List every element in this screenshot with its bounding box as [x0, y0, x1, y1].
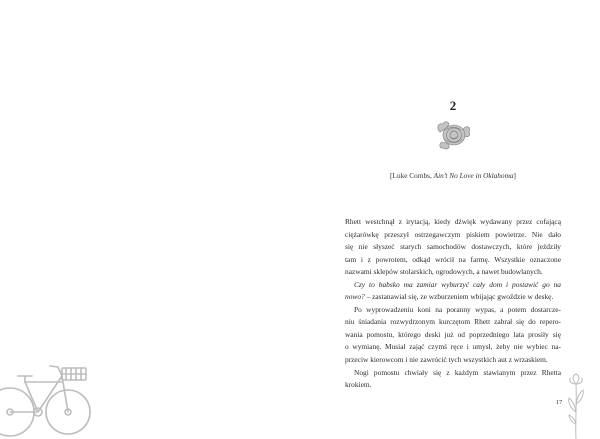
page-number: 17 [555, 399, 563, 406]
thought-attribution: – zastanawiał się, ze wzburzeniem wbijając gwoździe w deskę. [364, 292, 554, 302]
text-line: wania pomostu, którego deski już od poprzedniego lata prosiły się [345, 329, 561, 339]
epigraph-artist: Luke Combs, [392, 171, 434, 180]
text-line: Rhett westchnął z irytacją, kiedy dźwięk wydawany przez cofającą [345, 217, 561, 226]
chapter-number: 2 [449, 98, 457, 113]
text-line: ciężarówkę przeszył ostrzegawczym piskiem powietrze. Nie dało [345, 229, 561, 239]
epigraph [345, 171, 561, 180]
text-line [345, 291, 561, 304]
flower-sprig-icon [563, 372, 589, 439]
text-line: nazwami sklepów stolarskich, ogrodowych, a nawet budowlanych. [345, 267, 543, 277]
bicycle-icon [0, 352, 100, 439]
epigraph-close-bracket: ] [513, 171, 516, 180]
epigraph-song: Ain’t No Love in Oklahoma [433, 171, 514, 180]
text-line: niu śniadania rozwydrzonym kurczętom Rhett zabrał się do repero- [345, 317, 561, 327]
italic-thought: nowo? [345, 292, 365, 302]
text-line: Po wyprowadzeniu koni na poranny wypas, a potem dostarcze- [354, 304, 561, 314]
text-line: się nie słyszeć starych samochodów dostawczych, które jeździły [345, 242, 561, 252]
text-line: przeciw kierowcom i nie zawrócić tych wszystkich aut z wrzaskiem. [345, 355, 548, 365]
text-line: krokiem. [345, 380, 372, 390]
chapter-body-text [345, 216, 561, 392]
text-line: Czy to babsko ma zamiar wyburzyć cały dom i postawić go na [354, 279, 561, 289]
epigraph-open-bracket: [ [390, 171, 393, 180]
text-line: o wymianę. Musiał zająć czymś ręce i umysł, żeby nie wybiec na- [345, 342, 561, 352]
rose-icon [434, 118, 472, 152]
text-line: Nogi pomostu chwiały się z każdym stawianym przez Rhetta [354, 367, 561, 377]
text-line: tam i z powrotem, odkąd wrócił na farmę. Wszystkie oznaczone [345, 254, 561, 264]
